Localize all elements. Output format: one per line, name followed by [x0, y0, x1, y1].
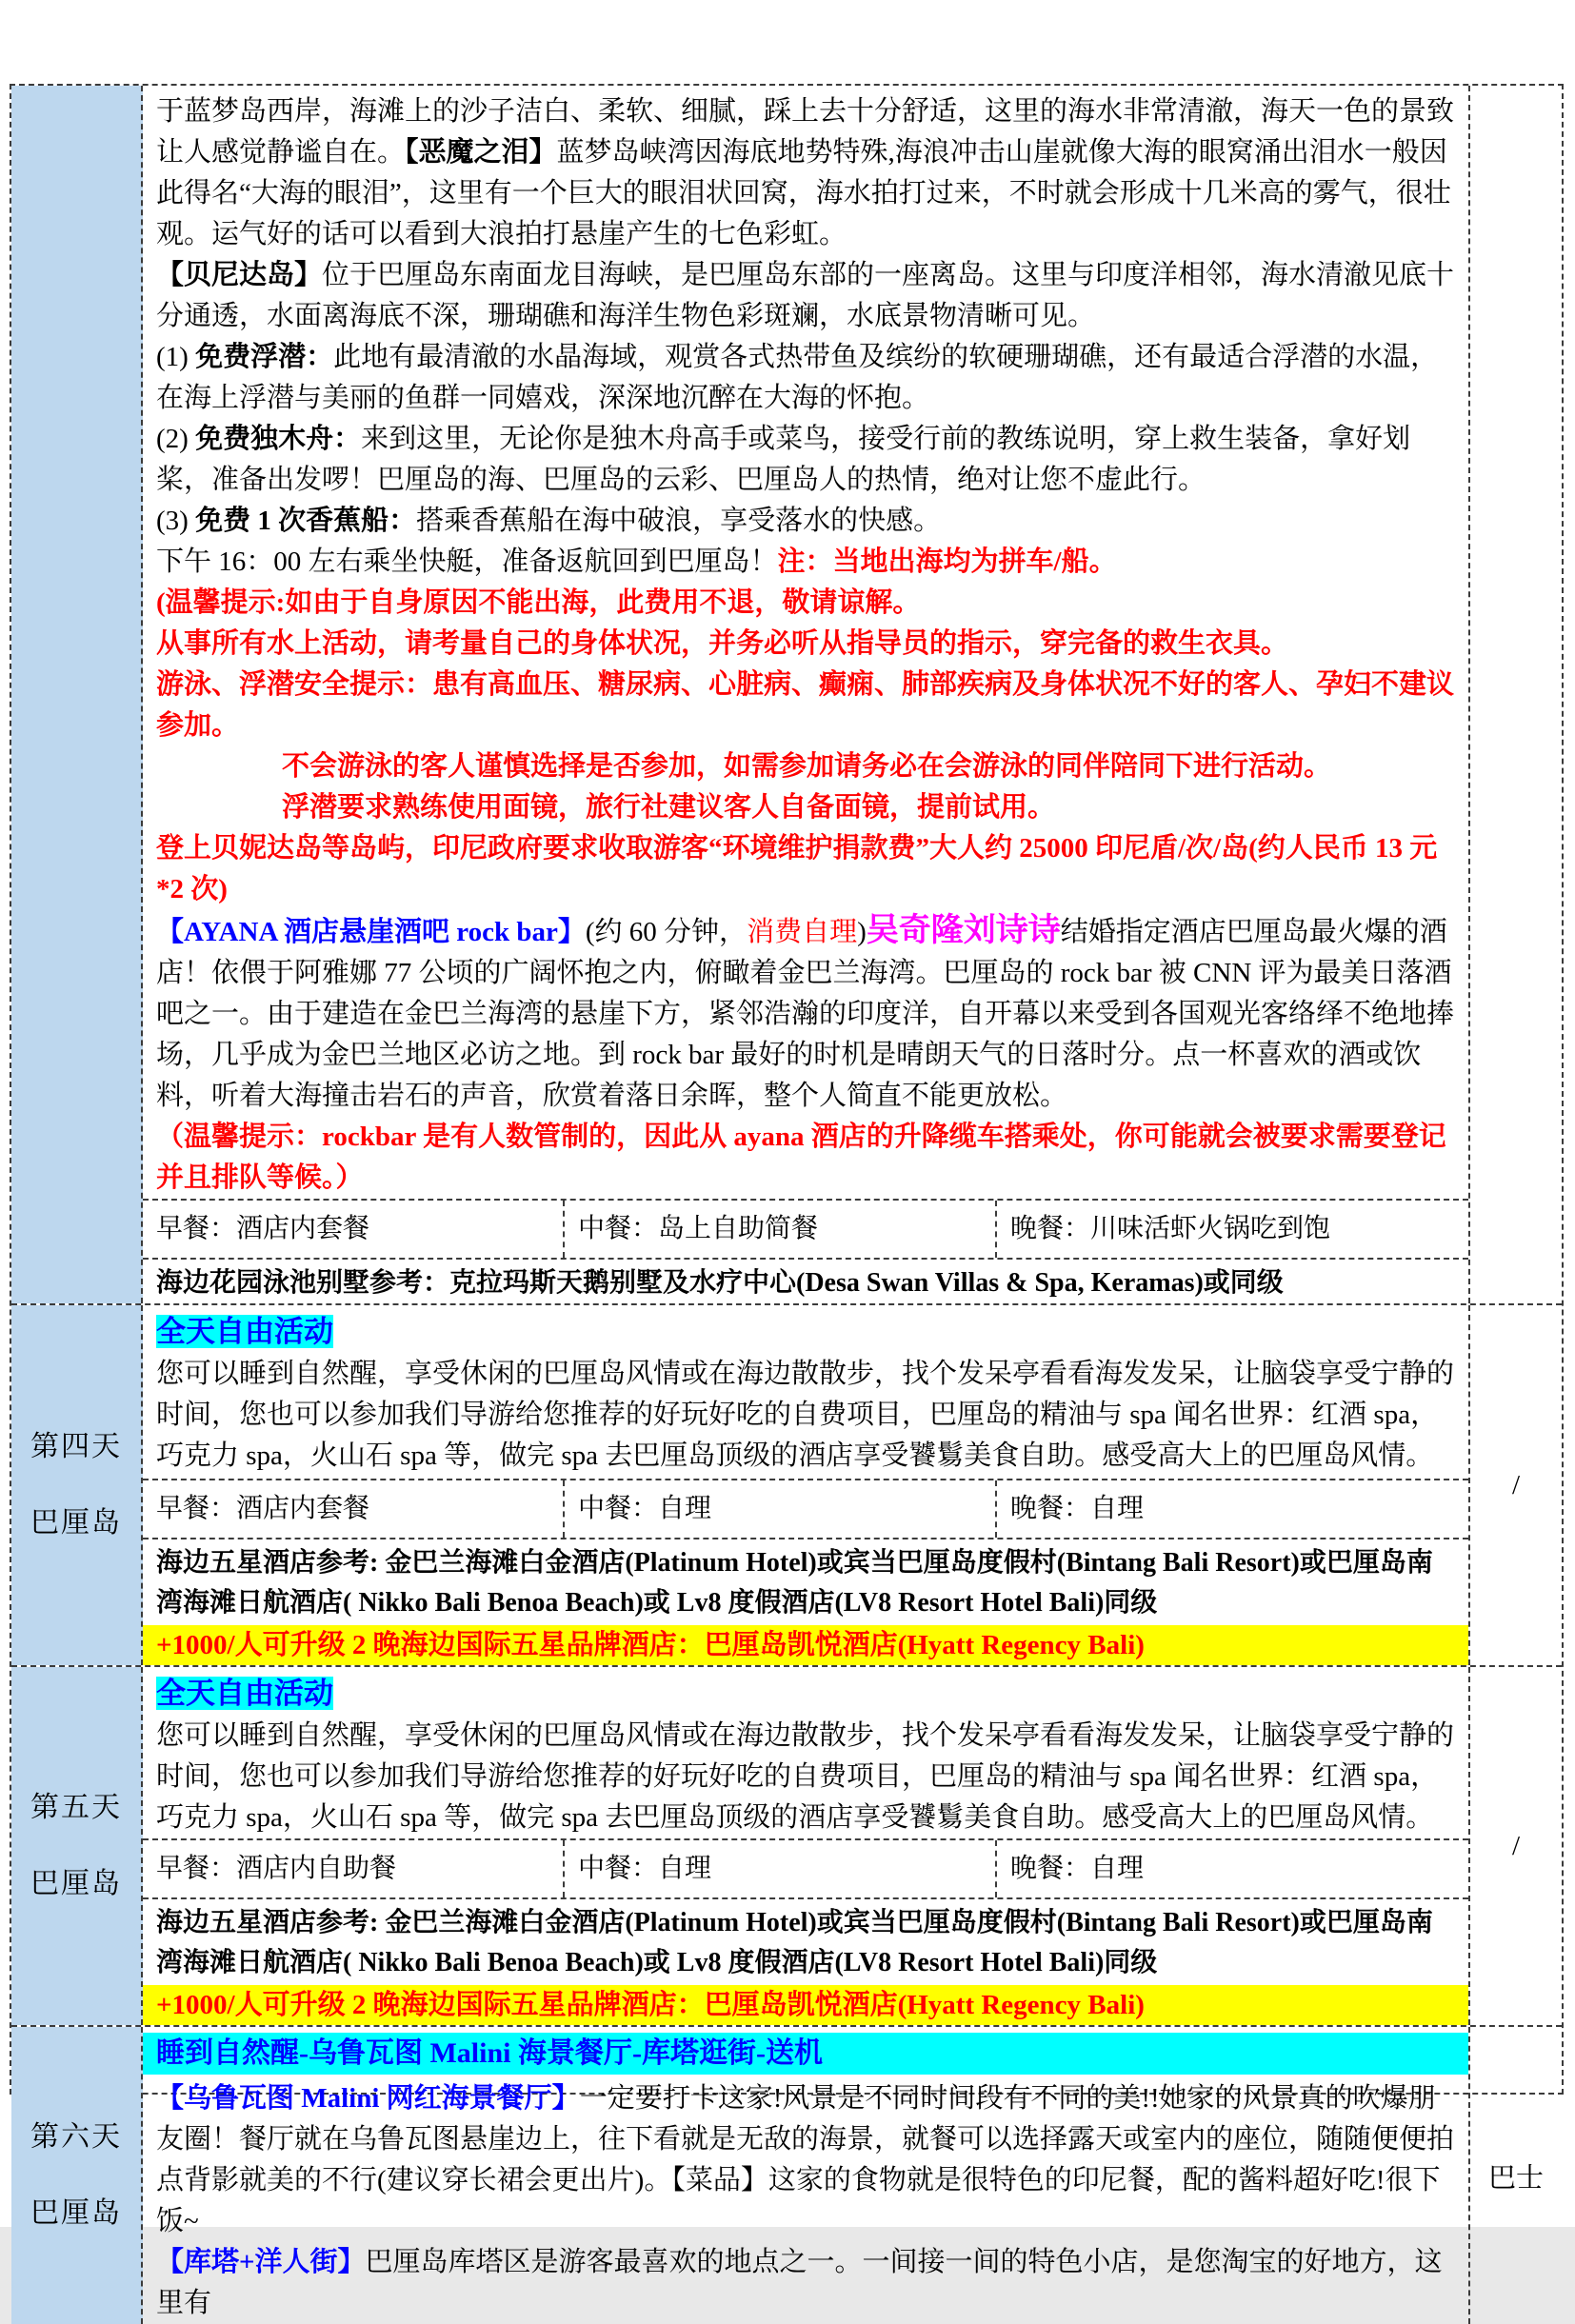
meal-cell: 中餐：岛上自助简餐 [563, 1201, 995, 1258]
text-run: 【恶魔之泪】 [405, 137, 557, 168]
upgrade-note: +1000/人可升级 2 晚海边国际五星品牌酒店：巴厘岛凯悦酒店(Hyatt Regency Bali) [143, 1625, 1468, 1665]
text-run: 搭乘香蕉船在海中破浪，享受落水的快感。 [416, 506, 942, 536]
text-run: 登上贝妮达岛等岛屿，印尼政府要求收取游客“环境维护捐款费”大人约 25000 印尼盾/次/岛(约人民币 13 元*2 次) [156, 833, 1438, 904]
meal-row [143, 1479, 1468, 1539]
day-row-day3-continued [11, 86, 1562, 1303]
text-run: 【AYANA 酒店悬崖酒吧 rock bar】 [156, 917, 586, 947]
text-run: 您可以睡到自然醒，享受休闲的巴厘岛风情或在海边散散步，找个发呆亭看看海发发呆，让脑袋享受宁静的时间，您也可以参加我们导游给您推荐的好玩好吃的自费项目，巴厘岛的精油与 spa 闻名世界：红酒 spa，巧克力 spa，火山石 spa 等，做完 spa 去巴厘岛顶级的酒店享受饕鬄美食自助。感受高大上的巴厘岛风情。 [156, 1359, 1455, 1471]
text-run: 消费自理 [747, 917, 858, 947]
day-content-cell [143, 86, 1470, 1303]
day-content-cell [143, 1667, 1470, 2025]
day-label-line: 巴厘岛 [30, 2197, 122, 2229]
text-run: 吴奇隆刘诗诗 [866, 913, 1061, 948]
meal-cell: 中餐：自理 [563, 1840, 995, 1897]
meal-cell: 早餐：酒店内套餐 [156, 1214, 370, 1243]
day-row-day5 [11, 1665, 1562, 2025]
text-run: 浮潜要求熟练使用面镜，旅行社建议客人自备面镜，提前试用。 [282, 792, 1056, 823]
text-run: 一定要打卡这家!风景是不同时间段有不同的美!!她家的风景真的吹爆朋友圈！餐厅就在乌鲁瓦图悬崖边上，往下看就是无敌的海景，就餐可以选择露天或室内的座位，随随便便拍点背影就美的不行(建议穿长裙会更出片)。【菜品】这家的食物就是很特色的印尼餐，配的酱料超好吃!很下饭~ [156, 2083, 1455, 2236]
paragraph [156, 1716, 1459, 1838]
text-run: 游泳、浮潜安全提示：患有高血压、糖尿病、心脏病、癫痫、肺部疾病及身体状况不好的客人、孕妇不建议参加。 [156, 669, 1455, 741]
paragraph [156, 2078, 1459, 2242]
text-run: 从事所有水上活动，请考量自己的身体状况，并务必听从指导员的指示，穿完备的救生衣具。 [156, 628, 1289, 659]
text-run: 海边五星酒店参考: 金巴兰海滩白金酒店(Platinum Hotel)或宾当巴厘岛度假村(Bintang Bali Resort)或巴厘岛南湾海滩日航酒店( Nikko Bali Benoa Beach)或 Lv8 度假酒店(LV8 Resort Hotel Bali)同级 [156, 1548, 1433, 1618]
text-run: （温馨提示：rockbar 是有人数管制的，因此从 ayana 酒店的升降缆车搭乘处，你可能就会被要求需要登记并且排队等候。） [156, 1122, 1446, 1193]
paragraph [156, 1117, 1459, 1199]
day-content-cell [143, 2027, 1470, 2324]
text-run: 【库塔+洋人街】 [156, 2247, 366, 2277]
text-run: 巴厘岛库塔区是游客最喜欢的地点之一。一间接一间的特色小店，是您淘宝的好地方，这里有 [156, 2247, 1443, 2318]
text-run: 海边花园泳池别墅参考：克拉玛斯天鹅别墅及水疗中心(Desa Swan Villas & Spa, Keramas)或同级 [156, 1268, 1284, 1298]
meal-row [143, 1199, 1468, 1260]
hotel-note [156, 1539, 1459, 1623]
meal-cell: 晚餐：自理 [995, 1480, 1468, 1538]
text-run: 免费 1 次香蕉船： [195, 506, 417, 536]
paragraph [156, 746, 1459, 787]
day-label-cell [11, 1305, 143, 1665]
itinerary-table [10, 84, 1564, 2318]
day-label-cell [11, 86, 143, 1303]
paragraph [156, 828, 1459, 910]
hotel-note [156, 1260, 1459, 1303]
meal-row [143, 1838, 1468, 1899]
meal-cell: 早餐：酒店内套餐 [156, 1494, 370, 1523]
day-label-cell [11, 2027, 143, 2324]
text-run: (2) [156, 424, 196, 454]
day-label-line: 第四天 [30, 1431, 122, 1462]
paragraph [156, 2242, 1459, 2324]
day-label-line: 巴厘岛 [30, 1868, 122, 1899]
day-content-cell [143, 1305, 1470, 1665]
text-run: (约 60 分钟， [585, 917, 748, 947]
text-run: (3) [156, 506, 196, 536]
text-run: 来到这里，无论你是独木舟高手或菜鸟，接受行前的教练说明，穿上救生装备，拿好划桨，准备出发啰！巴厘岛的海、巴厘岛的云彩、巴厘岛人的热情，绝对让您不虚此行。 [156, 424, 1411, 495]
text-run: 位于巴厘岛东南面龙目海峡，是巴厘岛东部的一座离岛。这里与印度洋相邻，海水清澈见底十分通透，水面离海底不深，珊瑚礁和海洋生物色彩斑斓，水底景物清晰可见。 [156, 260, 1455, 331]
hotel-note [156, 1899, 1459, 1983]
text-run: 您可以睡到自然醒，享受休闲的巴厘岛风情或在海边散散步，找个发呆亭看看海发发呆，让脑袋享受宁静的时间，您也可以参加我们导游给您推荐的好玩好吃的自费项目，巴厘岛的精油与 spa 闻名世界：红酒 spa，巧克力 spa，火山石 spa 等，做完 spa 去巴厘岛顶级的酒店享受饕鬄美食自助。感受高大上的巴厘岛风情。 [156, 1720, 1455, 1833]
text-run: 免费独木舟： [195, 424, 362, 454]
text-run: 【贝尼达岛】 [156, 260, 323, 290]
paragraph [156, 419, 1459, 501]
text-run: (温馨提示:如由于自身原因不能出海，此费用不退，敬请谅解。 [156, 587, 921, 618]
meal-cell: 晚餐：自理 [995, 1840, 1468, 1897]
paragraph [156, 1354, 1459, 1477]
upgrade-note: +1000/人可升级 2 晚海边国际五星品牌酒店：巴厘岛凯悦酒店(Hyatt Regency Bali) [143, 1985, 1468, 2025]
meal-cell: 中餐：自理 [563, 1480, 995, 1538]
transport-cell: / [1511, 1830, 1521, 1861]
text-run: 海边五星酒店参考: 金巴兰海滩白金酒店(Platinum Hotel)或宾当巴厘岛度假村(Bintang Bali Resort)或巴厘岛南湾海滩日航酒店( Nikko Bali Benoa Beach)或 Lv8 度假酒店(LV8 Resort Hotel Bali)同级 [156, 1908, 1433, 1977]
transport-cell: / [1511, 1469, 1521, 1500]
paragraph [156, 1311, 1459, 1354]
transport-cell: 巴士 [1487, 2162, 1544, 2194]
day-label-line: 第五天 [30, 1792, 122, 1823]
text-run: 注：当地出海均为拼车/船。 [777, 546, 1117, 577]
paragraph [156, 501, 1459, 542]
text-run: 全天自由活动 [156, 1677, 333, 1710]
transport-cell [1470, 86, 1562, 1303]
paragraph [156, 337, 1459, 419]
paragraph [156, 583, 1459, 624]
text-run: ) [857, 917, 867, 947]
paragraph [156, 255, 1459, 337]
text-run: 免费浮潜： [195, 342, 334, 372]
text-run: 结婚指定酒店巴厘岛最火爆的酒店！依偎于阿雅娜 77 公顷的广阔怀抱之内，俯瞰着金巴兰海湾。巴厘岛的 rock bar 被 CNN 评为最美日落酒吧之一。由于建造在金巴兰海湾的悬崖下方，紧邻浩瀚的印度洋，自开幕以来受到各国观光客络绎不绝地捧场，几乎成为金巴兰地区必访之地。到 rock bar 最好的时机是晴朗天气的日落时分。点一杯喜欢的酒或饮料，听着大海撞击岩石的声音，欣赏着落日余晖，整个人简直不能更放松。 [156, 917, 1455, 1111]
day-label-cell [11, 1667, 143, 2025]
text-run: 【乌鲁瓦图 Malini 网红海景餐厅】 [156, 2083, 580, 2114]
day-label-line: 第六天 [30, 2121, 122, 2153]
text-run: 全天自由活动 [156, 1315, 333, 1348]
meal-cell: 晚餐：川味活虾火锅吃到饱 [995, 1201, 1468, 1258]
text-run: 于蓝梦岛西岸，海滩上的沙子洁白、柔软、细腻，踩上去十分舒适，这里的海水非常清澈，海天一色的景致让人感觉静谧自在。 [156, 96, 1455, 168]
paragraph [156, 624, 1459, 665]
paragraph [156, 542, 1459, 583]
text-run: 蓝梦岛峡湾因海底地势特殊,海浪冲击山崖就像大海的眼窝涌出泪水一般因此得名“大海的眼泪”，这里有一个巨大的眼泪状回窝，海水拍打过来，不时就会形成十几米高的雾气，很壮观。运气好的话可以看到大浪拍打悬崖产生的七色彩虹。 [156, 137, 1451, 249]
day-label-line: 巴厘岛 [30, 1507, 122, 1539]
paragraph [156, 91, 1459, 255]
text-run: 此地有最清澈的水晶海域，观赏各式热带鱼及缤纷的软硬珊瑚礁，还有最适合浮潜的水温，在海上浮潜与美丽的鱼群一同嬉戏，深深地沉醉在大海的怀抱。 [156, 342, 1439, 413]
paragraph [156, 665, 1459, 746]
meal-cell: 早餐：酒店内自助餐 [156, 1854, 397, 1883]
text-run: 下午 16：00 左右乘坐快艇，准备返航回到巴厘岛！ [156, 546, 778, 577]
text-run: (1) [156, 342, 196, 372]
day-row-day4 [11, 1303, 1562, 1665]
day-banner: 睡到自然醒-乌鲁瓦图 Malini 海景餐厅-库塔逛街-送机 [143, 2033, 1468, 2075]
paragraph [156, 1673, 1459, 1716]
paragraph [156, 910, 1459, 1117]
paragraph [156, 787, 1459, 828]
day-row-day6 [11, 2025, 1562, 2324]
text-run: 不会游泳的客人谨慎选择是否参加，如需参加请务必在会游泳的同伴陪同下进行活动。 [282, 751, 1332, 782]
